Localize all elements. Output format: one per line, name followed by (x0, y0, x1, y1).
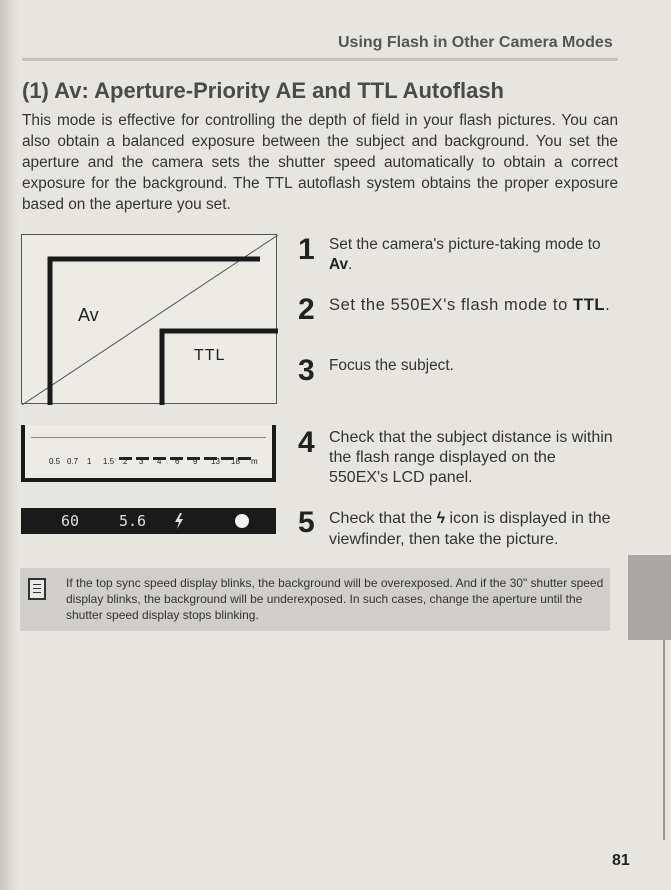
page-number: 81 (612, 852, 630, 869)
section-title: (1) Av: Aperture-Priority AE and TTL Autoflash (22, 78, 504, 103)
lcd-panel-diagram (21, 425, 276, 482)
flash-range-bar (119, 447, 259, 450)
distance-scale-label: 18 (231, 457, 240, 466)
step-text: Focus the subject. (329, 357, 454, 374)
ttl-mode-label: TTL (194, 347, 226, 364)
step-number: 2 (298, 293, 315, 326)
distance-scale-label: 4 (157, 457, 162, 466)
note-box (20, 568, 610, 631)
header-rule (22, 58, 618, 61)
mode-diagram (21, 234, 277, 404)
distance-scale-label: 2 (123, 457, 128, 466)
step-number: 3 (298, 354, 315, 387)
step-text: Check that the ϟ icon is displayed in the viewfinder, then take the picture. (329, 510, 611, 548)
distance-scale-label: 0.5 (49, 457, 61, 466)
page-edge-line (663, 640, 665, 840)
step-number: 5 (298, 506, 315, 539)
distance-scale-label: 9 (193, 457, 198, 466)
distance-scale-label: 1 (87, 457, 92, 466)
lcd-top-line (31, 437, 266, 438)
distance-scale-label: 13 (211, 457, 220, 466)
step-text: Set the 550EX's flash mode to TTL. (329, 296, 611, 314)
viewfinder-display (21, 508, 276, 534)
lightning-icon (173, 513, 185, 529)
distance-scale-label: 1.5 (103, 457, 115, 466)
mode-diagram-graphic (22, 235, 278, 405)
page-binding-shadow (0, 0, 18, 890)
memo-icon (28, 578, 46, 600)
note-text: If the top sync speed display blinks, the background will be overexposed. And if the 30" shutter speed display blinks, the background will be underexposed. In such cases, change the aperture until the shutter speed display stops blinking. (66, 576, 604, 622)
running-header: Using Flash in Other Camera Modes (338, 34, 613, 51)
step-number: 1 (298, 233, 315, 266)
aperture-readout: 5.6 (119, 512, 147, 530)
flash-ready-icon: ϟ (436, 510, 446, 527)
chapter-edge-tab (628, 555, 671, 640)
step-text: Check that the subject distance is within the flash range displayed on the 550EX's LCD panel. (329, 429, 613, 486)
distance-scale-label: 6 (175, 457, 180, 466)
step-number: 4 (298, 426, 315, 459)
focus-confirmation-icon (235, 514, 249, 528)
shutter-speed-readout: 60 (61, 512, 80, 530)
distance-scale-label: 3 (139, 457, 144, 466)
intro-paragraph: This mode is effective for controlling the depth of field in your flash pictures. You can also obtain a balanced exposure between the subject and background. You set the aperture and the camera sets the shutter speed automatically to obtain a correct exposure for the background. The TTL autoflash system obtains the proper exposure based on the aperture you set. (22, 112, 618, 213)
distance-scale-label: m (251, 457, 258, 466)
av-mode-label: Av (78, 305, 99, 325)
distance-scale-label: 0.7 (67, 457, 79, 466)
step-text: Set the camera's picture-taking mode to Av. (329, 236, 601, 273)
